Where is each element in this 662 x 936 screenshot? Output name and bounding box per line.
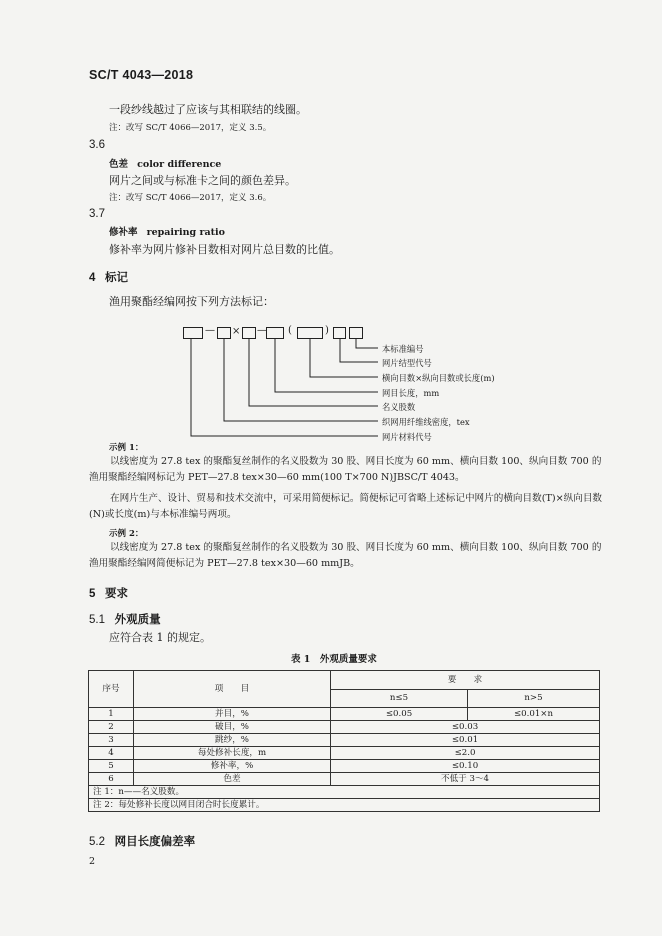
section-5-1-heading xyxy=(89,611,161,627)
row-1-value-n-le-5: ≤0.05 xyxy=(331,708,468,721)
definition-3-7-text: 修补率为网片修补目数相对网片总目数的比值。 xyxy=(109,243,340,256)
note-3-6: 注：改写 SC/T 4066—2017，定义 3.6。 xyxy=(109,193,272,203)
table-row xyxy=(89,760,600,773)
table-header-row xyxy=(89,671,600,690)
section-5-heading xyxy=(89,585,128,601)
header-requirement: 要 求 xyxy=(331,671,600,690)
leader-line-mesh-size xyxy=(275,339,378,392)
label-knot-type: 网片结型代号 xyxy=(382,358,432,368)
section-5-number: 5 xyxy=(89,588,96,600)
example-2-text: 以线密度为 27.8 tex 的聚酯复丝制作的名义股数为 30 股、网目长度为 60 mm、横向目数 100、纵向目数 700 的渔用聚酯经编网简便标记为 PET—27.8 tex×30—60 mmJB。 xyxy=(89,542,602,569)
header-no: 序号 xyxy=(89,671,134,708)
label-mesh-size: 网目长度，mm xyxy=(382,388,440,398)
section-5-title: 要求 xyxy=(105,588,128,600)
row-3-no: 3 xyxy=(89,734,134,747)
example-2-title: 示例 2： xyxy=(109,529,144,539)
table-1-caption: 表 1 外观质量要求 xyxy=(291,654,377,665)
section-4-title: 标记 xyxy=(105,272,128,284)
clause-3-6-number: 3.6 xyxy=(89,139,105,151)
row-6-value: 不低于 3～4 xyxy=(331,773,600,786)
row-4-no: 4 xyxy=(89,747,134,760)
row-1-no: 1 xyxy=(89,708,134,721)
page-number: 2 xyxy=(89,856,96,867)
section-5-2-title: 网目长度偏差率 xyxy=(114,836,196,848)
note-3-5: 注：改写 SC/T 4066—2017，定义 3.5。 xyxy=(109,123,272,133)
label-linear-density: 织网用纤维线密度，tex xyxy=(382,417,470,427)
right-paren: ) xyxy=(325,325,329,336)
leader-line-ply-count xyxy=(249,339,378,406)
row-3-item: 跳纱，% xyxy=(134,734,331,747)
leader-line-standard-number xyxy=(356,339,378,348)
term-3-7-en: repairing ratio xyxy=(146,227,225,238)
row-6-no: 6 xyxy=(89,773,134,786)
table-row xyxy=(89,773,600,786)
section-5-2-heading xyxy=(89,833,195,849)
section-5-1-title: 外观质量 xyxy=(114,614,161,626)
leader-line-mesh-count xyxy=(310,339,378,377)
leader-line-knot-type xyxy=(340,339,378,362)
row-5-value: ≤0.10 xyxy=(331,760,600,773)
table-note-1: 注 1：n——名义股数。 xyxy=(89,786,600,799)
table-row xyxy=(89,708,600,721)
table-row xyxy=(89,747,600,760)
label-mesh-count: 横向目数×纵向目数或长度(m) xyxy=(382,373,495,383)
standard-code-header: SC/T 4043—2018 xyxy=(89,68,194,82)
row-1-item: 并目，% xyxy=(134,708,331,721)
label-standard-number: 本标准编号 xyxy=(382,344,424,354)
dash-symbol-2: — xyxy=(257,325,267,336)
row-5-item: 修补率，% xyxy=(134,760,331,773)
simplified-marking-text: 在网片生产、设计、贸易和技术交流中，可采用简便标记。简便标记可省略上述标记中网片的横向目数(T)×纵向目数(N)或长度(m)与本标准编号两项。 xyxy=(89,493,603,520)
times-symbol: × xyxy=(232,326,241,337)
clause-3-7-number: 3.7 xyxy=(89,208,105,220)
row-2-value: ≤0.03 xyxy=(331,721,600,734)
row-3-value: ≤0.01 xyxy=(331,734,600,747)
row-2-item: 破目，% xyxy=(134,721,331,734)
left-paren: ( xyxy=(288,325,292,336)
header-item: 项 目 xyxy=(134,671,331,708)
row-1-value-n-gt-5: ≤0.01×n xyxy=(468,708,600,721)
previous-definition-tail: 一段纱线越过了应该与其相联结的线圈。 xyxy=(109,103,307,116)
row-5-no: 5 xyxy=(89,760,134,773)
marking-intro: 渔用聚酯经编网按下列方法标记： xyxy=(109,295,274,308)
example-1-text: 以线密度为 27.8 tex 的聚酯复丝制作的名义股数为 30 股、网目长度为 60 mm、横向目数 100、纵向目数 700 的渔用聚酯经编网标记为 PET—27.8 tex×30—60 mm(100 T×700 N)JBSC/T 4043。 xyxy=(89,456,602,483)
row-2-no: 2 xyxy=(89,721,134,734)
table-note-row xyxy=(89,786,600,799)
appearance-quality-table xyxy=(88,670,600,812)
table-note-2: 注 2：每处修补长度以网目闭合时长度累计。 xyxy=(89,799,600,812)
term-3-6-en: color difference xyxy=(137,159,222,170)
row-6-item: 色差 xyxy=(134,773,331,786)
section-5-2-number: 5.2 xyxy=(89,836,105,848)
row-4-value: ≤2.0 xyxy=(331,747,600,760)
dash-symbol-1: — xyxy=(205,325,215,336)
section-5-1-number: 5.1 xyxy=(89,614,105,626)
section-4-number: 4 xyxy=(89,272,96,284)
row-4-item: 每处修补长度，m xyxy=(134,747,331,760)
term-3-6-cn: 色差 xyxy=(109,159,129,170)
table-row xyxy=(89,721,600,734)
header-n-le-5: n≤5 xyxy=(331,689,468,708)
label-material-code: 网片材料代号 xyxy=(382,432,432,442)
table-row xyxy=(89,734,600,747)
term-3-7-cn: 修补率 xyxy=(109,227,138,238)
header-n-gt-5: n>5 xyxy=(468,689,600,708)
table-note-row xyxy=(89,799,600,812)
example-1-title: 示例 1： xyxy=(109,443,144,453)
section-5-1-text: 应符合表 1 的规定。 xyxy=(109,631,211,644)
leader-line-linear-density xyxy=(224,339,378,421)
definition-3-6-text: 网片之间或与标准卡之间的颜色差异。 xyxy=(109,174,296,187)
label-ply-count: 名义股数 xyxy=(382,402,416,412)
